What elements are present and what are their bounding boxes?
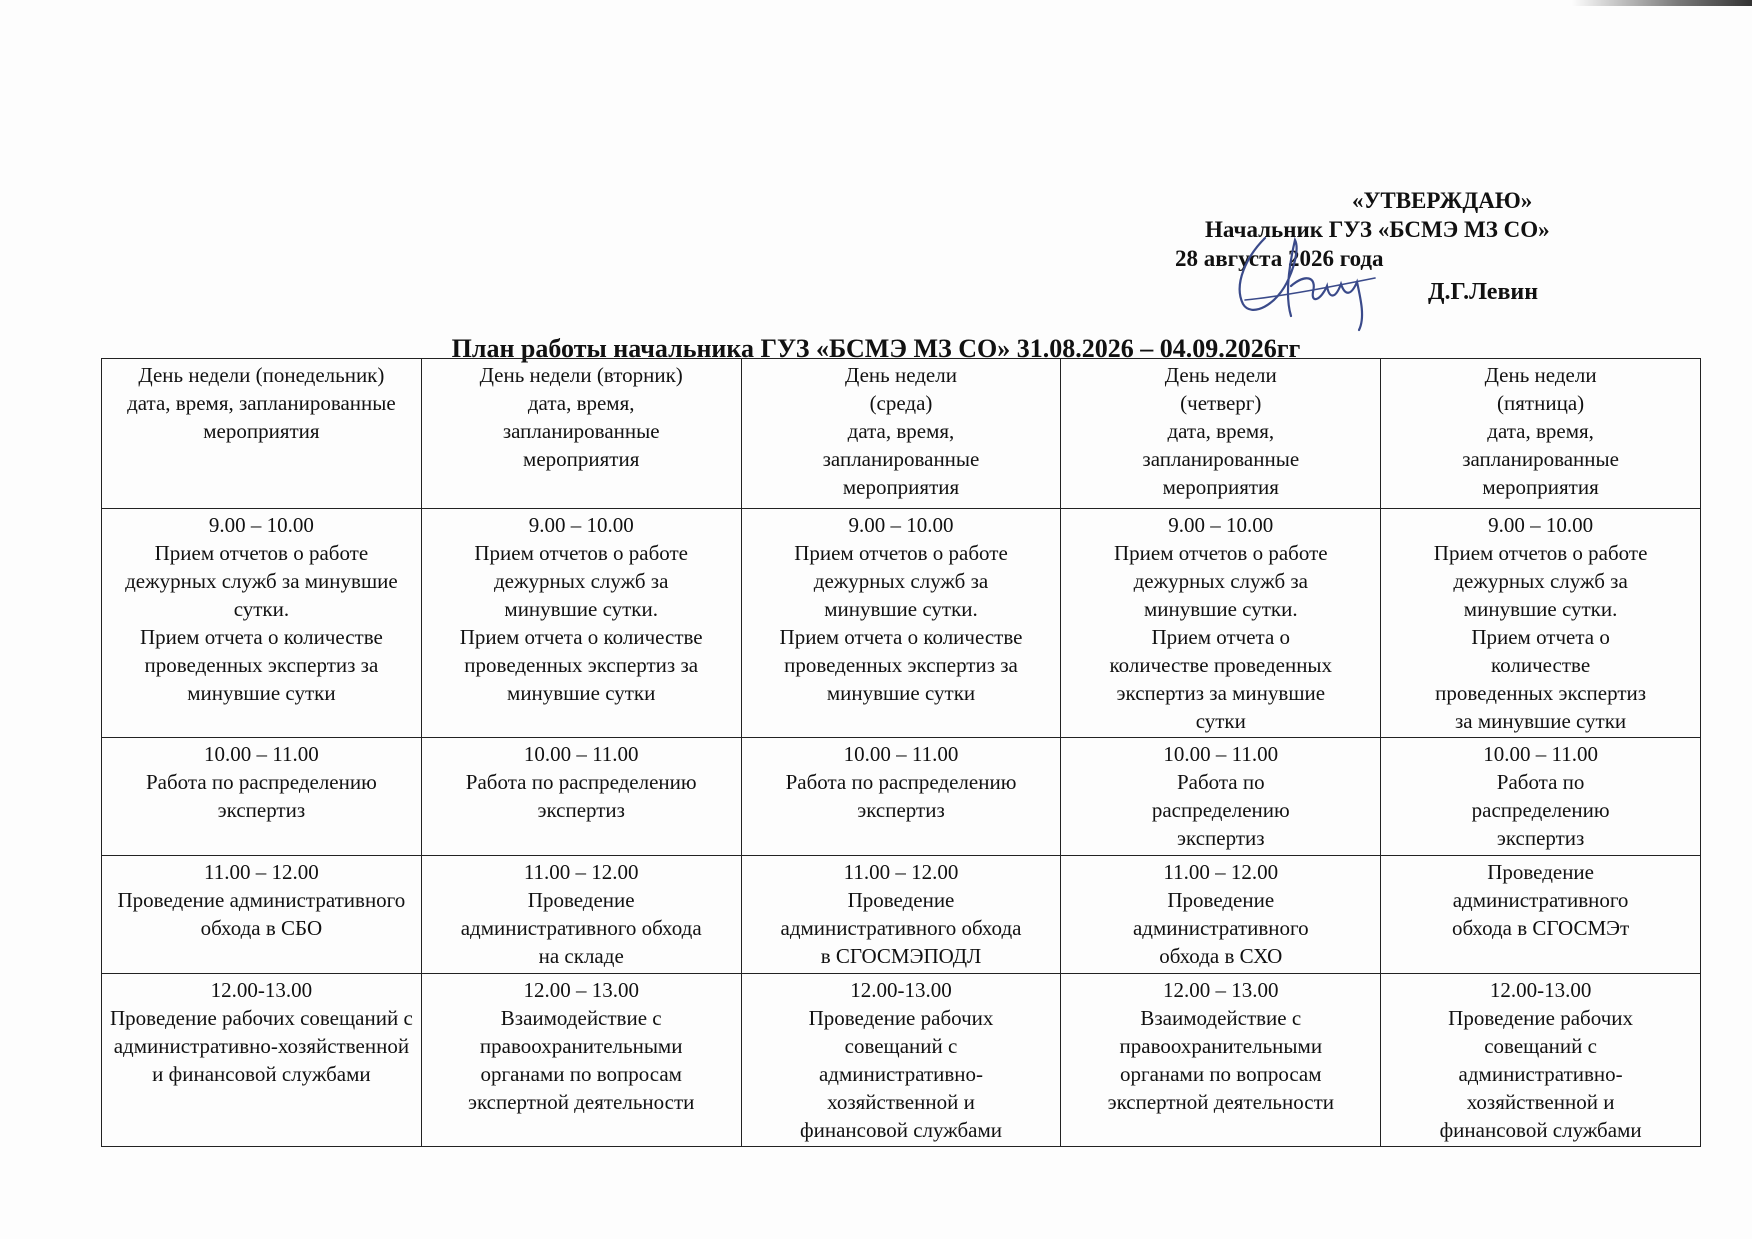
cell-line: финансовой службами xyxy=(799,1118,1002,1142)
header-line: запланированные xyxy=(822,447,980,471)
cell-line: административно- xyxy=(818,1062,984,1086)
cell-line: 9.00 – 10.00 xyxy=(848,513,954,537)
cell-line: обхода в СХО xyxy=(1159,944,1283,968)
header-line: День недели (понедельник) xyxy=(138,363,385,387)
cell-line: Прием отчетов о работе xyxy=(794,541,1008,565)
cell-line: хозяйственной и xyxy=(827,1090,975,1114)
cell-line: финансовой службами xyxy=(1439,1118,1642,1142)
cell-line: Проведение xyxy=(527,888,635,912)
cell-line: экспертиз xyxy=(857,798,945,822)
cell-line: Прием отчета о xyxy=(1151,625,1291,649)
cell-line: обхода в СГОСМЭт xyxy=(1452,916,1630,940)
cell-line: 11.00 – 12.00 xyxy=(843,860,959,884)
cell-line: административного xyxy=(1452,888,1629,912)
table-cell xyxy=(741,974,1061,1147)
cell-line: хозяйственной и xyxy=(1466,1090,1615,1114)
cell-line: сутки xyxy=(1195,709,1246,733)
cell-line: Проведение рабочих xyxy=(1448,1006,1633,1030)
cell-line: обхода в СБО xyxy=(200,916,323,940)
table-header-row xyxy=(102,359,1701,509)
cell-line: 12.00-13.00 xyxy=(210,978,313,1002)
cell-line: минувшие сутки xyxy=(507,681,656,705)
cell-line: Прием отчета о количестве xyxy=(459,625,703,649)
cell-line: Взаимодействие с xyxy=(1140,1006,1302,1030)
header-line: мероприятия xyxy=(842,475,960,499)
table-cell xyxy=(1381,856,1701,974)
header-wednesday xyxy=(741,359,1061,509)
cell-line: распределению xyxy=(1471,798,1610,822)
cell-line: экспертиз xyxy=(217,798,306,822)
cell-line: 9.00 – 10.00 xyxy=(1488,513,1594,537)
scan-edge-shadow xyxy=(1572,0,1752,6)
cell-line: совещаний с xyxy=(1484,1034,1597,1058)
cell-line: 11.00 – 12.00 xyxy=(1163,860,1279,884)
cell-line: минувшие сутки. xyxy=(504,597,658,621)
cell-line: проведенных экспертиз за xyxy=(144,653,379,677)
cell-line: Прием отчетов о работе xyxy=(1433,541,1648,565)
approval-stamp: «УТВЕРЖДАЮ» xyxy=(1352,188,1533,213)
cell-line: на складе xyxy=(538,944,624,968)
table-cell xyxy=(102,738,422,856)
cell-line: экспертной деятельности xyxy=(1107,1090,1334,1114)
cell-line: административного xyxy=(1132,916,1309,940)
header-line: мероприятия xyxy=(1482,475,1599,499)
table-cell xyxy=(421,856,741,974)
header-monday xyxy=(102,359,422,509)
cell-line: 12.00 – 13.00 xyxy=(523,978,639,1002)
cell-line: сутки. xyxy=(233,597,290,621)
table-cell xyxy=(1061,856,1381,974)
cell-line: Работа по распределению xyxy=(146,770,377,794)
cell-line: Проведение xyxy=(1487,860,1594,884)
cell-line: проведенных экспертиз за xyxy=(784,653,1018,677)
cell-line: 10.00 – 11.00 xyxy=(1483,742,1598,766)
table-row xyxy=(102,856,1701,974)
table-cell xyxy=(421,738,741,856)
header-line: мероприятия xyxy=(1162,475,1279,499)
cell-line: минувшие сутки xyxy=(826,681,976,705)
cell-line: Взаимодействие с xyxy=(500,1006,662,1030)
cell-line: 10.00 – 11.00 xyxy=(523,742,639,766)
cell-line: за минувшие сутки xyxy=(1454,709,1627,733)
table-cell xyxy=(102,974,422,1147)
table-cell xyxy=(741,738,1061,856)
cell-line: проведенных экспертиз xyxy=(1435,681,1647,705)
cell-line: 12.00-13.00 xyxy=(850,978,952,1002)
header-line: День недели xyxy=(845,363,957,387)
cell-line: количестве проведенных xyxy=(1109,653,1333,677)
table-row xyxy=(102,974,1701,1147)
header-line: дата, время, xyxy=(1487,419,1594,443)
header-line: запланированные xyxy=(1462,447,1619,471)
header-line: День недели xyxy=(1164,363,1277,387)
cell-line: Прием отчетов о работе xyxy=(474,541,688,565)
handwritten-signature xyxy=(1225,226,1395,336)
cell-line: Проведение рабочих xyxy=(808,1006,994,1030)
cell-line: 11.00 – 12.00 xyxy=(523,860,639,884)
header-friday xyxy=(1381,359,1701,509)
cell-line: Работа по распределению xyxy=(785,770,1017,794)
cell-line: Работа по xyxy=(1496,770,1585,794)
table-cell xyxy=(1061,509,1381,738)
cell-line: экспертиз xyxy=(1496,826,1585,850)
cell-line: дежурных служб за xyxy=(1453,569,1628,593)
cell-line: минувшие сутки xyxy=(187,681,336,705)
cell-line: административно-хозяйственной xyxy=(113,1034,410,1058)
table-cell xyxy=(1381,974,1701,1147)
header-thursday xyxy=(1061,359,1381,509)
cell-line: дежурных служб за xyxy=(1133,569,1308,593)
cell-line: Прием отчета о xyxy=(1471,625,1610,649)
cell-line: 12.00 – 13.00 xyxy=(1163,978,1279,1002)
table-cell xyxy=(1061,738,1381,856)
cell-line: правоохранительными xyxy=(1119,1034,1323,1058)
cell-line: административного обхода xyxy=(780,916,1022,940)
work-plan-table xyxy=(101,358,1701,1147)
cell-line: 9.00 – 10.00 xyxy=(208,513,314,537)
cell-line: дежурных служб за xyxy=(813,569,989,593)
header-line: День недели (вторник) xyxy=(479,363,683,387)
cell-line: минувшие сутки. xyxy=(1463,597,1618,621)
header-line: День недели xyxy=(1484,363,1597,387)
cell-line: 9.00 – 10.00 xyxy=(1168,513,1274,537)
cell-line: органами по вопросам xyxy=(480,1062,682,1086)
cell-line: Проведение рабочих совещаний с xyxy=(110,1006,413,1030)
header-line: дата, время, запланированные xyxy=(127,391,396,415)
table-cell xyxy=(741,509,1061,738)
cell-line: Проведение xyxy=(847,888,955,912)
cell-line: проведенных экспертиз за xyxy=(464,653,699,677)
approver-name: Д.Г.Левин xyxy=(1428,279,1539,305)
header-line: дата, время, xyxy=(1167,419,1275,443)
document-title: План работы начальника ГУЗ «БСМЭ МЗ СО» 31.08.2026 – 04.09.2026гг xyxy=(451,334,1301,363)
cell-line: 12.00-13.00 xyxy=(1489,978,1592,1002)
cell-line: правоохранительными xyxy=(479,1034,683,1058)
cell-line: административного обхода xyxy=(460,916,702,940)
cell-line: экспертной деятельности xyxy=(467,1090,695,1114)
cell-line: административно- xyxy=(1458,1062,1623,1086)
cell-line: минувшие сутки. xyxy=(1144,597,1298,621)
cell-line: Проведение административного xyxy=(117,888,406,912)
cell-line: 10.00 – 11.00 xyxy=(1163,742,1279,766)
table-row xyxy=(102,738,1701,856)
cell-line: 11.00 – 12.00 xyxy=(204,860,319,884)
cell-line: Прием отчета о количестве xyxy=(139,625,383,649)
header-line: (среда) xyxy=(869,391,933,415)
table-cell xyxy=(102,856,422,974)
table-row xyxy=(102,509,1701,738)
cell-line: дежурных служб за минувшие xyxy=(125,569,398,593)
cell-line: органами по вопросам xyxy=(1120,1062,1322,1086)
cell-line: дежурных служб за xyxy=(493,569,669,593)
cell-line: количестве xyxy=(1491,653,1591,677)
cell-line: распределению xyxy=(1151,798,1290,822)
cell-line: минувшие сутки. xyxy=(824,597,978,621)
table-cell xyxy=(421,509,741,738)
table-cell xyxy=(741,856,1061,974)
header-line: (четверг) xyxy=(1180,391,1262,415)
table-cell xyxy=(1061,974,1381,1147)
cell-line: совещаний с xyxy=(844,1034,958,1058)
header-line: запланированные xyxy=(1142,447,1300,471)
header-line: (пятница) xyxy=(1497,391,1585,415)
cell-line: Прием отчетов о работе xyxy=(154,541,369,565)
header-tuesday xyxy=(421,359,741,509)
table-cell xyxy=(1381,738,1701,856)
cell-line: Работа по распределению xyxy=(465,770,697,794)
approval-date: 28 августа 2026 года xyxy=(1175,246,1384,271)
approval-position: Начальник ГУЗ «БСМЭ МЗ СО» xyxy=(1205,217,1550,242)
cell-line: 10.00 – 11.00 xyxy=(204,742,319,766)
cell-line: в СГОСМЭПОДЛ xyxy=(820,944,982,968)
table-cell xyxy=(102,509,422,738)
header-line: запланированные xyxy=(502,419,660,443)
cell-line: экспертиз xyxy=(1177,826,1265,850)
cell-line: Прием отчетов о работе xyxy=(1113,541,1328,565)
cell-line: 10.00 – 11.00 xyxy=(843,742,959,766)
cell-line: и финансовой службами xyxy=(152,1062,371,1086)
cell-line: Прием отчета о количестве xyxy=(779,625,1023,649)
header-line: мероприятия xyxy=(523,447,640,471)
cell-line: экспертиз за минувшие xyxy=(1116,681,1326,705)
header-line: дата, время, xyxy=(527,391,635,415)
cell-line: Проведение xyxy=(1167,888,1275,912)
cell-line: 9.00 – 10.00 xyxy=(528,513,634,537)
table-cell xyxy=(1381,509,1701,738)
cell-line: экспертиз xyxy=(537,798,625,822)
table-cell xyxy=(421,974,741,1147)
header-line: мероприятия xyxy=(203,419,320,443)
header-line: дата, время, xyxy=(847,419,955,443)
cell-line: Работа по xyxy=(1176,770,1265,794)
